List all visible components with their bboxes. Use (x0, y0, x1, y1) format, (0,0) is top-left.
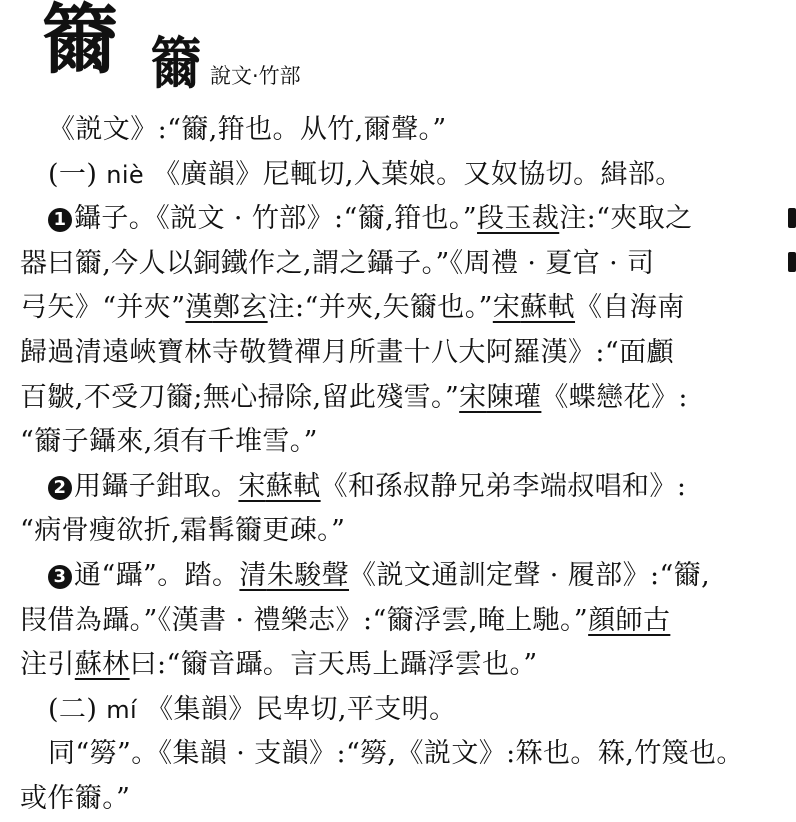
entry-body (20, 108, 796, 822)
sense-three-line: 3 通“躡”。踏。清朱駿聲《説文通訓定聲 · 履部》:“籋, (20, 554, 796, 599)
person-name-underlined: 蘇軾 (520, 292, 576, 324)
pinyin-nie: niè (106, 160, 145, 189)
seal-source-label: 說文·竹部 (210, 64, 301, 88)
dynasty-underlined: 清 (239, 559, 267, 591)
dynasty-underlined: 宋 (238, 470, 266, 502)
text-line: 器曰籋,今人以銅鐵作之,謂之鑷子。”《周禮 · 夏官 · 司 (20, 247, 655, 279)
headword-character: 籋 (42, 0, 116, 84)
dynasty-underlined: 漢 (185, 292, 213, 324)
pinyin-mi: mí (106, 695, 138, 724)
text-line: 注引蘇林曰:“籋音躡。言天馬上躡浮雲也。” (20, 649, 538, 681)
person-name-underlined: 鄭玄 (212, 292, 268, 324)
text-line: 叚借為躡。”《漢書 · 禮樂志》:“籋浮雲,晻上馳。”顔師古 (20, 604, 671, 636)
text-line: “籋子鑷來,須有千堆雪。” (20, 426, 318, 458)
variant-line: 同“簩”。《集韻 · 支韻》:“簩,《説文》:箖也。箖,竹篾也。 (48, 738, 744, 770)
text-line: 弓矢》“并夾”漢鄭玄注:“并夾,矢籋也。”宋蘇軾《自海南 (20, 292, 685, 324)
seal-script-character: 籋 (150, 31, 202, 97)
shuowen-citation-line: 《説文》:“籋,箝也。从竹,爾聲。” (48, 114, 447, 145)
reading-one-line: (一) niè 《廣韻》尼輒切,入葉娘。又奴協切。緝部。 (48, 158, 683, 190)
person-name-underlined: 蘇軾 (265, 470, 321, 502)
sense-two-line: 2 用鑷子鉗取。宋蘇軾《和孫叔静兄弟李端叔唱和》: (20, 465, 796, 510)
dynasty-underlined: 宋 (459, 381, 487, 413)
reading-two-line: (二) mí 《集韻》民卑切,平支明。 (48, 693, 457, 725)
person-name-underlined: 蘇林 (74, 649, 130, 681)
sense-number-badge: 1 (48, 208, 72, 232)
text-line: 或作籋。” (20, 782, 131, 814)
sense-one-line: 1 鑷子。《説文 · 竹部》:“籋,箝也。”段玉裁注:“夾取之 (20, 197, 796, 242)
text-line: 百皺,不受刀籋;無心掃除,留此殘雪。”宋陳瓘《蝶戀花》: (20, 381, 688, 413)
sense-number-badge: 2 (48, 476, 72, 500)
person-name-underlined: 顔師古 (588, 604, 671, 636)
text-line: 歸過清遠峽寶林寺敬贊禪月所畫十八大阿羅漢》:“面顱 (20, 336, 674, 368)
person-name-underlined: 段玉裁 (477, 203, 560, 235)
person-name-underlined: 陳瓘 (486, 381, 542, 413)
person-name-underlined: 朱駿聲 (266, 559, 350, 591)
text-line: “病骨瘦欲折,霜髯籋更疎。” (20, 515, 346, 547)
sense-number-badge: 3 (48, 565, 72, 589)
dynasty-underlined: 宋 (492, 292, 521, 324)
